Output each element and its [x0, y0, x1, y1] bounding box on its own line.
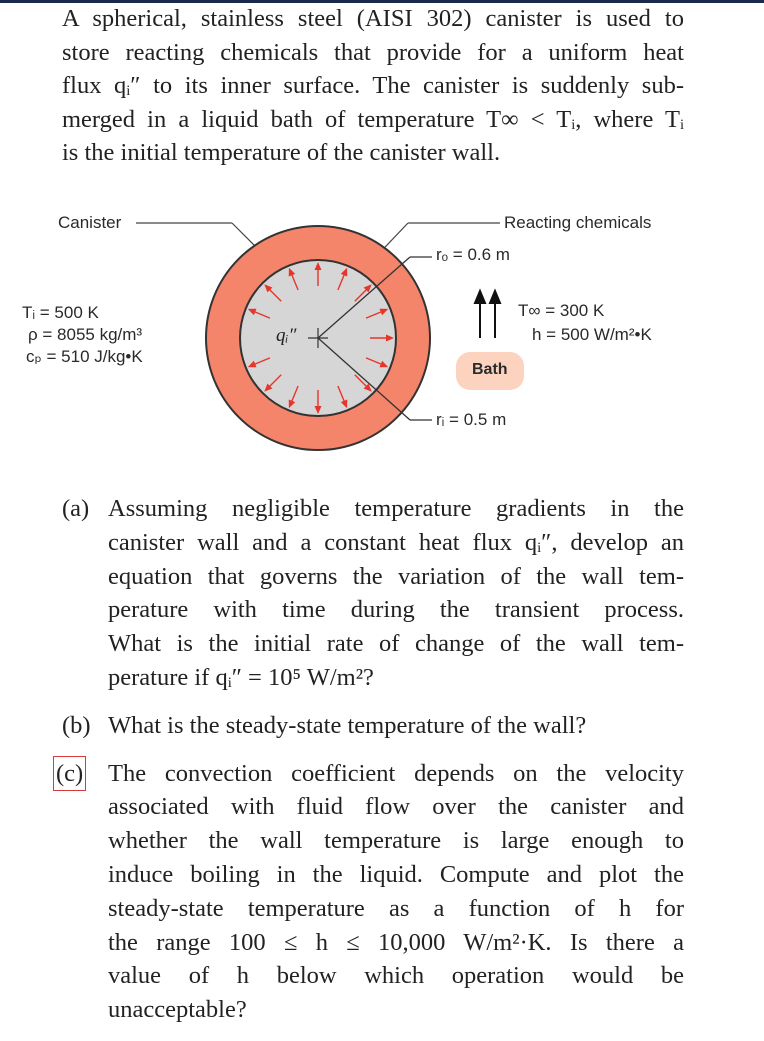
part-line: Assuming negligible temperature gradients in the: [108, 495, 684, 522]
part-c: [56, 757, 684, 1027]
canister-label: Canister: [58, 213, 122, 232]
intro-line: A spherical, stainless steel (AISI 302) canister is used to: [62, 5, 684, 32]
cp-value: cₚ = 510 J/kg•K: [26, 347, 143, 366]
part-line: value of h below which operation would be: [108, 962, 684, 990]
part-line: canister wall and a constant heat flux qᵢ″, develop an: [108, 528, 684, 556]
part-line: induce boiling in the liquid. Compute and plot the: [108, 860, 684, 888]
part-line: unacceptable?: [108, 996, 247, 1024]
part-tag-highlighted: (c): [54, 757, 85, 791]
part-a: [62, 492, 684, 695]
part-tag: (a): [62, 495, 90, 522]
part-line: steady-state temperature as a function of h for: [108, 894, 684, 922]
part-line: What is the steady-state temperature of the wall?: [108, 711, 587, 739]
part-line: associated with fluid flow over the canister and: [108, 793, 684, 821]
chemicals-label: Reacting chemicals: [504, 213, 652, 232]
flux-label: qᵢ″: [276, 325, 297, 346]
rho-value: ρ = 8055 kg/m³: [28, 325, 143, 344]
fluid-flow-arrows: [475, 291, 500, 338]
problem-statement: [62, 2, 684, 170]
intro-line: flux qᵢ″ to its inner surface. The canister is suddenly sub-: [62, 72, 684, 99]
intro-line: is the initial temperature of the canister wall.: [62, 139, 501, 166]
ri-label: rᵢ = 0.5 m: [436, 410, 507, 429]
h-value: h = 500 W/m²•K: [532, 325, 652, 344]
tinf-value: T∞ = 300 K: [518, 301, 605, 320]
part-line: perature with time during the transient process.: [108, 596, 684, 624]
part-line: the range 100 ≤ h ≤ 10,000 W/m²·K. Is there a: [108, 928, 684, 956]
part-line: perature if qᵢ″ = 10⁵ W/m²?: [108, 663, 374, 691]
intro-line: store reacting chemicals that provide for a uniform heat: [62, 38, 684, 66]
ti-value: Tᵢ = 500 K: [22, 303, 99, 322]
ro-label: rₒ = 0.6 m: [436, 245, 510, 264]
part-b: [62, 709, 684, 743]
part-line: What is the initial rate of change of the wall tem-: [108, 630, 684, 658]
bath-label: Bath: [472, 361, 508, 378]
question-parts: [56, 492, 684, 1041]
intro-line: merged in a liquid bath of temperature T∞ < Tᵢ, where Tᵢ: [62, 105, 684, 133]
part-tag: (b): [62, 711, 91, 739]
part-line: The convection coefficient depends on the velocity: [108, 759, 684, 787]
part-line: whether the wall temperature is large enough to: [108, 827, 684, 855]
part-line: equation that governs the variation of the wall tem-: [108, 562, 684, 590]
canister-figure: [0, 195, 764, 455]
